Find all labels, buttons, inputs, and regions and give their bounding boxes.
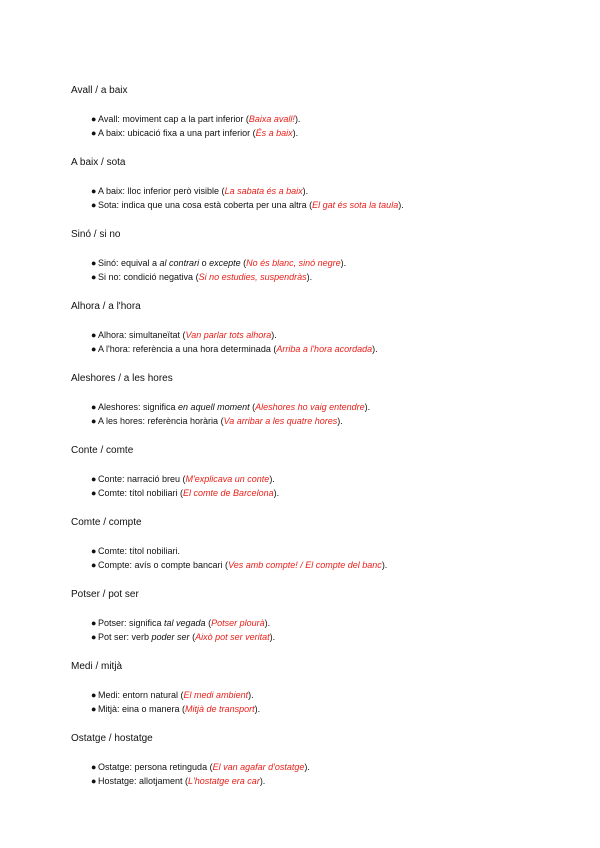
list-item: [91, 702, 571, 716]
definition-text: ).: [254, 704, 261, 714]
bullet-icon: ●: [91, 416, 97, 426]
section: [71, 228, 571, 284]
definition-text: Alhora: simultaneïtat (: [98, 330, 186, 340]
definition-text: A les hores: referència horària (: [98, 416, 224, 426]
list-item: [91, 616, 571, 630]
bullet-list: [71, 328, 571, 356]
example-text: Van parlar tots alhora: [185, 330, 272, 340]
definition-text: A baix: lloc inferior però visible (: [98, 186, 225, 196]
definition-text: Medi: entorn natural (: [98, 690, 184, 700]
definition-text: ).: [372, 344, 378, 354]
bullet-icon: ●: [91, 200, 97, 210]
example-text: M'explicava un conte: [185, 474, 270, 484]
emphasis-text: excepte: [209, 258, 241, 268]
definition-text: o: [199, 258, 210, 268]
definition-text: ).: [381, 560, 388, 570]
definition-text: Pot ser: verb: [98, 632, 152, 642]
section-heading: Comte / compte: [71, 517, 142, 528]
section: [71, 84, 571, 140]
definition-text: ).: [302, 186, 309, 196]
list-item: [91, 342, 571, 356]
bullet-icon: ●: [91, 128, 97, 138]
definition-text: (: [249, 402, 256, 412]
bullet-icon: ●: [91, 632, 97, 642]
list-item: [91, 256, 571, 270]
emphasis-text: poder ser: [151, 632, 190, 642]
section: [71, 444, 571, 500]
section: [71, 660, 571, 716]
definition-text: ).: [269, 474, 275, 484]
definition-text: Sota: indica que una cosa està coberta per una altra (: [98, 200, 313, 210]
definition-text: Sinó: equival a: [98, 258, 160, 268]
bullet-list: [71, 544, 571, 572]
example-text: Si no estudies, suspendràs: [198, 272, 307, 282]
list-item: [91, 630, 571, 644]
definition-text: Hostatge: allotjament (: [98, 776, 189, 786]
definition-text: Comte: títol nobiliari (: [98, 488, 184, 498]
example-text: La sabata és a baix: [224, 186, 303, 196]
bullet-list: [71, 256, 571, 284]
document-content: [71, 84, 571, 804]
example-text: Va arribar a les quatre hores: [223, 416, 338, 426]
list-item: [91, 270, 571, 284]
example-text: Ves amb compte! / El compte del banc: [228, 560, 382, 570]
section: [71, 732, 571, 788]
definition-text: Si no: condició negativa (: [98, 272, 199, 282]
bullet-icon: ●: [91, 618, 97, 628]
bullet-icon: ●: [91, 776, 97, 786]
list-item: [91, 400, 571, 414]
definition-text: Compte: avís o compte bancari (: [98, 560, 229, 570]
list-item: [91, 126, 571, 140]
example-text: Baixa avall!: [248, 114, 295, 124]
emphasis-text: al contrari: [159, 258, 200, 268]
definition-text: Conte: narració breu (: [98, 474, 186, 484]
section: [71, 372, 571, 428]
bullet-icon: ●: [91, 474, 97, 484]
section-heading: Aleshores / a les hores: [71, 373, 173, 384]
example-text: El comte de Barcelona: [183, 488, 274, 498]
example-text: Arriba a l'hora acordada: [276, 344, 373, 354]
bullet-icon: ●: [91, 546, 97, 556]
list-item: [91, 184, 571, 198]
definition-text: A baix: ubicació fixa a una part inferior (: [98, 128, 256, 138]
example-text: El gat és sota la taula: [312, 200, 399, 210]
list-item: [91, 414, 571, 428]
list-item: [91, 688, 571, 702]
definition-text: Avall: moviment cap a la part inferior (: [98, 114, 249, 124]
definition-text: (: [240, 258, 247, 268]
definition-text: Ostatge: persona retinguda (: [98, 762, 213, 772]
definition-text: ).: [304, 762, 310, 772]
section-heading: Conte / comte: [71, 445, 134, 456]
bullet-icon: ●: [91, 488, 97, 498]
bullet-icon: ●: [91, 258, 97, 268]
definition-text: ).: [340, 258, 347, 268]
section-heading: Ostatge / hostatge: [71, 733, 153, 744]
bullet-icon: ●: [91, 330, 97, 340]
definition-text: ).: [269, 632, 276, 642]
definition-text: ).: [292, 128, 299, 138]
emphasis-text: tal vegada: [164, 618, 206, 628]
definition-text: A l'hora: referència a una hora determinada (: [98, 344, 277, 354]
section-heading: Medi / mitjà: [71, 661, 123, 672]
definition-text: ).: [398, 200, 404, 210]
section: [71, 300, 571, 356]
bullet-icon: ●: [91, 762, 97, 772]
definition-text: Comte: títol nobiliari.: [98, 546, 181, 556]
list-item: [91, 544, 571, 558]
list-item: [91, 472, 571, 486]
section-heading: Avall / a baix: [71, 85, 128, 96]
definition-text: ).: [259, 776, 266, 786]
bullet-icon: ●: [91, 402, 97, 412]
section-heading: Potser / pot ser: [71, 589, 139, 600]
example-text: El medi ambient: [183, 690, 249, 700]
list-item: [91, 774, 571, 788]
bullet-list: [71, 688, 571, 716]
bullet-icon: ●: [91, 272, 97, 282]
bullet-icon: ●: [91, 560, 97, 570]
example-text: Això pot ser veritat: [195, 632, 270, 642]
definition-text: ).: [271, 330, 277, 340]
bullet-icon: ●: [91, 186, 97, 196]
definition-text: (: [189, 632, 196, 642]
section-heading: A baix / sota: [71, 157, 126, 168]
definition-text: ).: [306, 272, 313, 282]
bullet-icon: ●: [91, 690, 97, 700]
bullet-list: [71, 184, 571, 212]
definition-text: ).: [337, 416, 343, 426]
bullet-list: [71, 616, 571, 644]
bullet-list: [71, 112, 571, 140]
definition-text: ).: [294, 114, 301, 124]
list-item: [91, 198, 571, 212]
bullet-icon: ●: [91, 344, 97, 354]
example-text: L'hostatge era car: [188, 776, 260, 786]
definition-text: ).: [273, 488, 280, 498]
list-item: [91, 486, 571, 500]
section: [71, 156, 571, 212]
bullet-list: [71, 400, 571, 428]
list-item: [91, 760, 571, 774]
example-text: Aleshores ho vaig entendre: [255, 402, 365, 412]
list-item: [91, 558, 571, 572]
example-text: Mitjà de transport: [185, 704, 255, 714]
definition-text: Mitjà: eina o manera (: [98, 704, 186, 714]
definition-text: ).: [248, 690, 254, 700]
definition-text: ).: [264, 618, 271, 628]
example-text: És a baix: [255, 128, 293, 138]
section: [71, 588, 571, 644]
list-item: [91, 328, 571, 342]
definition-text: Aleshores: significa: [98, 402, 179, 412]
section: [71, 516, 571, 572]
definition-text: Potser: significa: [98, 618, 165, 628]
list-item: [91, 112, 571, 126]
bullet-list: [71, 760, 571, 788]
bullet-icon: ●: [91, 704, 97, 714]
definition-text: (: [205, 618, 212, 628]
section-heading: Alhora / a l'hora: [71, 301, 141, 312]
definition-text: ).: [364, 402, 371, 412]
bullet-list: [71, 472, 571, 500]
emphasis-text: en aquell moment: [178, 402, 250, 412]
example-text: No és blanc, sinó negre: [246, 258, 341, 268]
example-text: El van agafar d'ostatge: [212, 762, 305, 772]
example-text: Potser plourà: [211, 618, 265, 628]
section-heading: Sinó / si no: [71, 229, 121, 240]
bullet-icon: ●: [91, 114, 97, 124]
